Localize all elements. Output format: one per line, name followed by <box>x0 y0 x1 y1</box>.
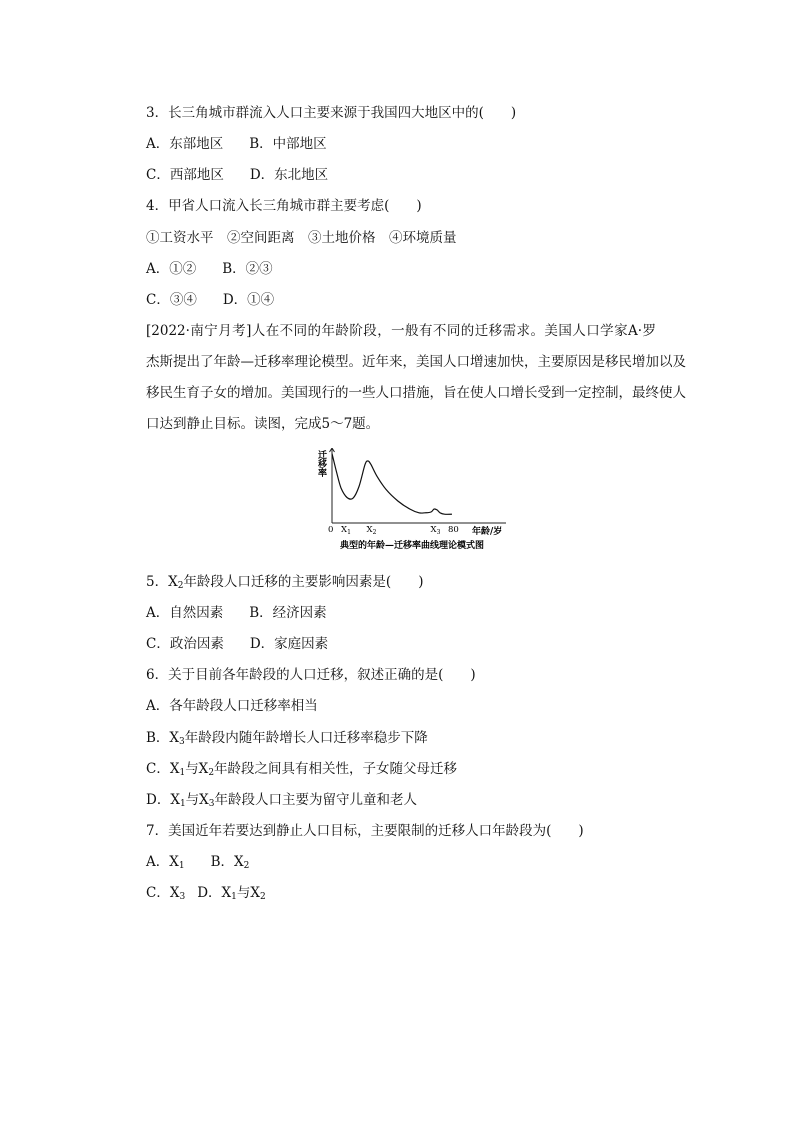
q6-c-sub2: 2 <box>208 768 215 778</box>
x-tick-label: $X_2$ <box>366 525 377 536</box>
q6-option-b[interactable] <box>146 728 428 748</box>
q6-option-c[interactable] <box>146 759 457 779</box>
q6-c-sub1: 1 <box>179 768 186 778</box>
q5-number: 5．X <box>146 574 178 590</box>
q4-option-c[interactable]: C．③④ <box>146 292 197 308</box>
q3-option-a[interactable]: A．东部地区 <box>146 136 224 152</box>
q5-option-d[interactable]: D．家庭因素 <box>249 636 329 652</box>
passage-line-4: 口达到静止目标。读图，完成5～7题。 <box>146 416 380 432</box>
q4-option-d[interactable]: D．①④ <box>222 292 275 308</box>
q7-option-c[interactable] <box>146 883 185 903</box>
q7-d-sub2: 2 <box>259 892 266 902</box>
q6-d-pre: D．X <box>146 792 180 808</box>
q7-options-row2 <box>146 883 266 903</box>
q6-d-sub2: 3 <box>208 799 215 809</box>
q3-option-b[interactable]: B．中部地区 <box>249 136 327 152</box>
q7-c-pre: C．X <box>146 885 180 901</box>
q7-option-a[interactable] <box>146 852 185 872</box>
q6-d-rest: 年龄段人口主要为留守儿童和老人 <box>214 792 418 808</box>
q3-options-row2 <box>146 165 328 185</box>
q6-stem: 6．关于目前各年龄段的人口迁移，叙述正确的是( ) <box>146 667 476 683</box>
q7-b-sub: 2 <box>243 861 250 871</box>
q4-option-b[interactable]: B．②③ <box>222 261 273 277</box>
y-axis-label: 迁移率 <box>316 450 326 477</box>
q6-c-pre: C．X <box>146 761 180 777</box>
q7-stem: 7．美国近年若要达到静止人口目标，主要限制的迁移人口年龄段为( ) <box>146 823 584 839</box>
chart-title: 典型的年龄—迁移率曲线理论模式图 <box>339 541 485 551</box>
x-tick-label: $X_1$ <box>341 525 351 536</box>
q6-c-mid: 与X <box>185 761 209 777</box>
q4-option-a[interactable]: A．①② <box>146 261 197 277</box>
q4-options-row1 <box>146 259 273 279</box>
q6-option-d[interactable] <box>146 790 417 810</box>
q6-d-sub1: 1 <box>179 799 186 809</box>
migration-rate-chart <box>312 448 512 556</box>
q7-a-sub: 1 <box>178 861 185 871</box>
x-tick-label: 80 <box>448 525 459 535</box>
q7-d-mid: 与X <box>236 885 260 901</box>
q6-b-pre: B．X <box>146 730 180 746</box>
passage-line-2: 杰斯提出了年龄—迁移率理论模型。近年来，美国人口增速加快，主要原因是移民增加以及 <box>146 354 686 370</box>
q5-option-a[interactable]: A．自然因素 <box>146 605 224 621</box>
q7-a-pre: A．X <box>146 854 179 870</box>
q6-c-rest: 年龄段之间具有相关性，子女随父母迁移 <box>214 761 458 777</box>
migration-rate-figure <box>312 448 512 556</box>
q7-option-b[interactable] <box>211 852 250 872</box>
q5-options-row1 <box>146 603 327 623</box>
q5-options-row2 <box>146 634 328 654</box>
q5-rest: 年龄段人口迁移的主要影响因素是( ) <box>183 574 424 590</box>
q7-d-pre: D．X <box>197 885 232 901</box>
q7-option-d[interactable] <box>197 883 266 903</box>
q5-sub: 2 <box>177 581 184 591</box>
q5-option-c[interactable]: C．政治因素 <box>146 636 224 652</box>
q7-c-sub: 3 <box>179 892 186 902</box>
q7-b-pre: B．X <box>210 854 244 870</box>
q6-b-sub: 3 <box>179 737 185 747</box>
passage-line-3: 移民生育子女的增加。美国现行的一些人口措施，旨在使人口增长受到一定控制，最终使人 <box>146 385 686 401</box>
x-tick-label: $X_3$ <box>430 525 441 536</box>
q6-b-rest: 年龄段内随年龄增长人口迁移率稳步下降 <box>184 730 428 746</box>
q3-option-c[interactable]: C．西部地区 <box>146 167 224 183</box>
q3-stem: 3．长三角城市群流入人口主要来源于我国四大地区中的( ) <box>146 105 517 121</box>
passage-line-1: [2022·南宁月考]人在不同的年龄阶段，一般有不同的迁移需求。美国人口学家A·罗 <box>146 323 656 339</box>
x-tick-labels <box>328 525 459 536</box>
q4-options-row2 <box>146 290 274 310</box>
q4-factors: ①工资水平 ②空间距离 ③土地价格 ④环境质量 <box>146 230 457 246</box>
q5-stem <box>146 572 423 592</box>
q5-option-b[interactable]: B．经济因素 <box>249 605 327 621</box>
q4-stem: 4．甲省人口流入长三角城市群主要考虑( ) <box>146 198 422 214</box>
q7-options-row1 <box>146 852 249 872</box>
q3-option-d[interactable]: D．东北地区 <box>249 167 329 183</box>
x-axis-label: 年龄/岁 <box>472 527 503 537</box>
migration-rate-curve <box>332 454 452 515</box>
q6-d-mid: 与X <box>185 792 209 808</box>
q3-options-row1 <box>146 134 327 154</box>
q6-option-a[interactable]: A．各年龄段人口迁移率相当 <box>146 698 318 714</box>
q7-d-sub1: 1 <box>231 892 237 902</box>
x-tick-label: 0 <box>328 525 334 535</box>
